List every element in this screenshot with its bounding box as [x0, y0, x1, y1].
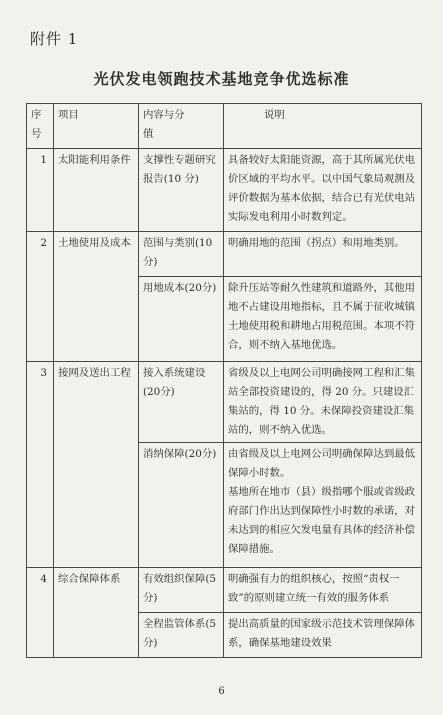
row-content: 用地成本(20分)	[139, 277, 224, 362]
row-content: 有效组织保障(5分)	[139, 568, 224, 613]
table-row	[27, 362, 422, 443]
row-number: 4	[27, 568, 54, 658]
table-header-row	[27, 104, 422, 149]
row-content: 消纳保障(20分)	[139, 443, 224, 568]
row-content: 支撑性专题研究报告(10 分)	[139, 149, 224, 232]
table-row	[27, 232, 422, 277]
table-row	[27, 149, 422, 232]
row-description: 省级及以上电网公司明确接网工程和汇集站全部投资建设的，得 20 分。只建设汇集站的，得 10 分。未保障投资建设汇集站的，则不纳入优选。	[224, 362, 422, 443]
row-content: 接入系统建设(20分)	[139, 362, 224, 443]
criteria-table	[26, 103, 422, 658]
row-content: 范围与类别(10分)	[139, 232, 224, 277]
row-number: 3	[27, 362, 54, 568]
row-description: 明确强有力的组织核心，按照“责权一致”的原则建立统一有效的服务体系	[224, 568, 422, 613]
table-row	[27, 568, 422, 613]
row-item: 接网及送出工程	[54, 362, 139, 568]
header-seq: 序 号	[27, 104, 54, 149]
row-number: 1	[27, 149, 54, 232]
row-content: 全程监管体系(5分)	[139, 613, 224, 658]
header-item: 项目	[54, 104, 139, 149]
row-number: 2	[27, 232, 54, 362]
row-item: 土地使用及成本	[54, 232, 139, 362]
row-description: 除升压站等耐久性建筑和道路外，其他用地不占建设用地指标，且不属于征收城镇土地使用税和耕地占用税范围。本项不符合，则不纳入基地优选。	[224, 277, 422, 362]
row-item: 太阳能利用条件	[54, 149, 139, 232]
header-description: 说明	[224, 104, 422, 149]
header-content: 内容与分 值	[139, 104, 224, 149]
row-description: 具备较好太阳能资源，高于其所属光伏电价区域的平均水平。以中国气象局观测及评价数据为基本依据，结合已有光伏电站实际发电利用小时数判定。	[224, 149, 422, 232]
page-number: 6	[218, 686, 225, 697]
attachment-label: 附件 1	[30, 30, 79, 48]
row-description: 明确用地的范围（拐点）和用地类别。	[224, 232, 422, 277]
row-item: 综合保障体系	[54, 568, 139, 658]
row-description: 由省级及以上电网公司明确保障达到最低保障小时数。 基地所在地市（县）级指哪个服或省级政府部门作出达到保障性小时数的承诺，对未达到的相应欠发电量有具体的经济补偿保障措施。	[224, 443, 422, 568]
row-description: 提出高质量的国家级示范技术管理保障体系，确保基地建设效果	[224, 613, 422, 658]
document-title: 光伏发电领跑技术基地竞争优选标准	[93, 70, 350, 88]
